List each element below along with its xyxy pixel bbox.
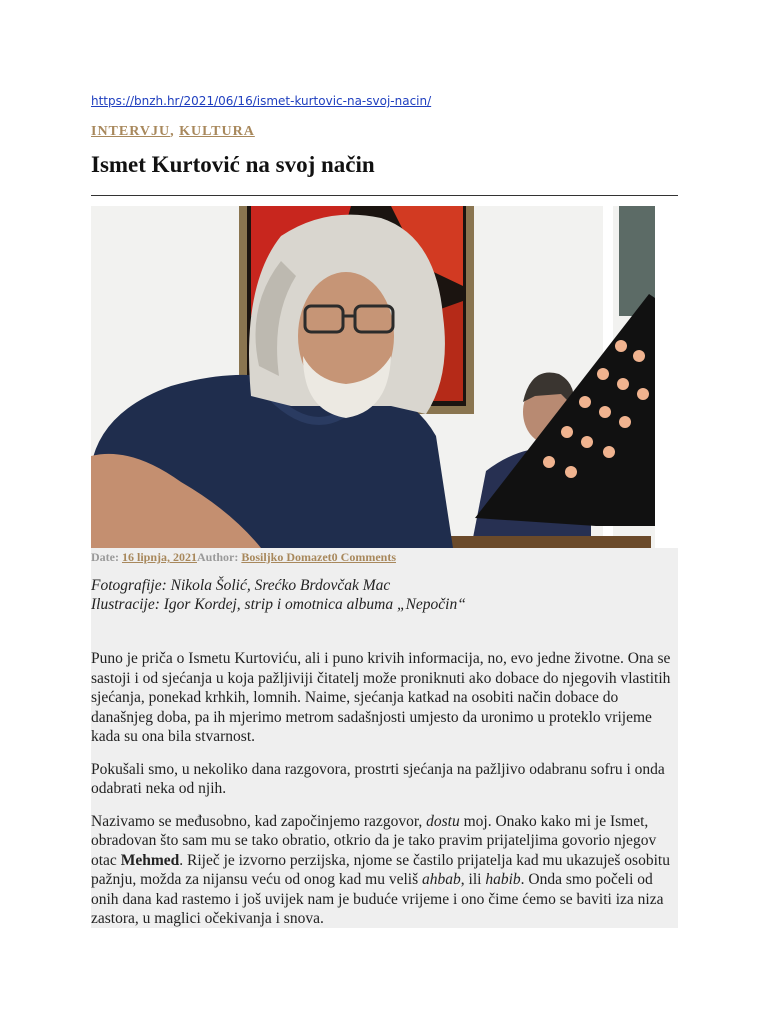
author-link[interactable]: Bosiljko Domazet [241, 550, 332, 564]
paragraph-text: moj. Onako kako mi je Ismet, obradovan što sam mu se tako obratio, otkrio da je tako pravim prijateljima govorio njegov otac [91, 812, 657, 869]
title-divider [91, 195, 678, 196]
paragraph-text: . Riječ je izvorno perzijska, njome se častilo prijatelja kad mu ukazuješ osobitu pažnju, možda za nijansu veću od onog kad mu veliš [91, 851, 670, 888]
article-meta [91, 550, 396, 565]
category-link-kultura[interactable]: KULTURA [179, 124, 255, 139]
paragraph-text: Nazivamo se međusobno, kad započinjemo razgovor, [91, 812, 427, 830]
emphasis-term: dostu [426, 812, 460, 830]
category-link-intervju[interactable]: INTERVJU [91, 124, 171, 139]
bold-name: Mehmed [120, 851, 180, 869]
illustration-credits: Ilustracije: Igor Kordej, strip i omotnica albuma „Nepočin“ [91, 596, 466, 613]
article-photo [91, 206, 655, 548]
article-paragraph: Pokušali smo, u nekoliko dana razgovora, prostrti sjećanja na pažljivo odabranu sofru i onda odabrati neka od njih. [91, 760, 665, 797]
source-url-link[interactable]: https://bnzh.hr/2021/06/16/ismet-kurtovic-na-svoj-nacin/ [91, 94, 432, 108]
emphasis-term: habib [485, 871, 521, 888]
photo-credits: Fotografije: Nikola Šolić, Srećko Brdovčak Mac [91, 577, 391, 594]
paragraph-text: . Onda smo počeli od onih dana kad rastemo i još uvijek nam je buduće vrijeme i ono čime ćemo se baviti iza niza zastora, u maglici očekivanja i snova. [91, 871, 664, 927]
image-credits [91, 576, 466, 614]
emphasis-term: ahbab [422, 871, 461, 888]
article-title: Ismet Kurtović na svoj način [91, 152, 375, 177]
category-separator: , [170, 124, 180, 139]
article-paragraph [91, 812, 678, 929]
author-label: Author: [197, 550, 242, 564]
date-label: Date: [91, 550, 122, 564]
category-list [91, 124, 255, 140]
comments-link[interactable]: 0 Comments [331, 550, 396, 564]
article-paragraph: Puno je priča o Ismetu Kurtoviću, ali i puno krivih informacija, no, evo jedne životne. Ona se sastoji i od sjećanja u koja pažljiviji čitatelj može proniknuti ako dobace do njegovih vlastitih sjećanja, ponekad krhkih, lomnih. Naime, sjećanja katkad na osobiti način dobace do današnjeg doba, pa ih mjerimo metrom sadašnjosti umjesto da uronimo u proteklo vrijeme kada su ona bila stvarnost. [91, 650, 671, 745]
paragraph-text: , ili [460, 871, 486, 888]
article-body [91, 649, 678, 942]
date-link[interactable]: 16 lipnja, 2021 [121, 550, 197, 564]
